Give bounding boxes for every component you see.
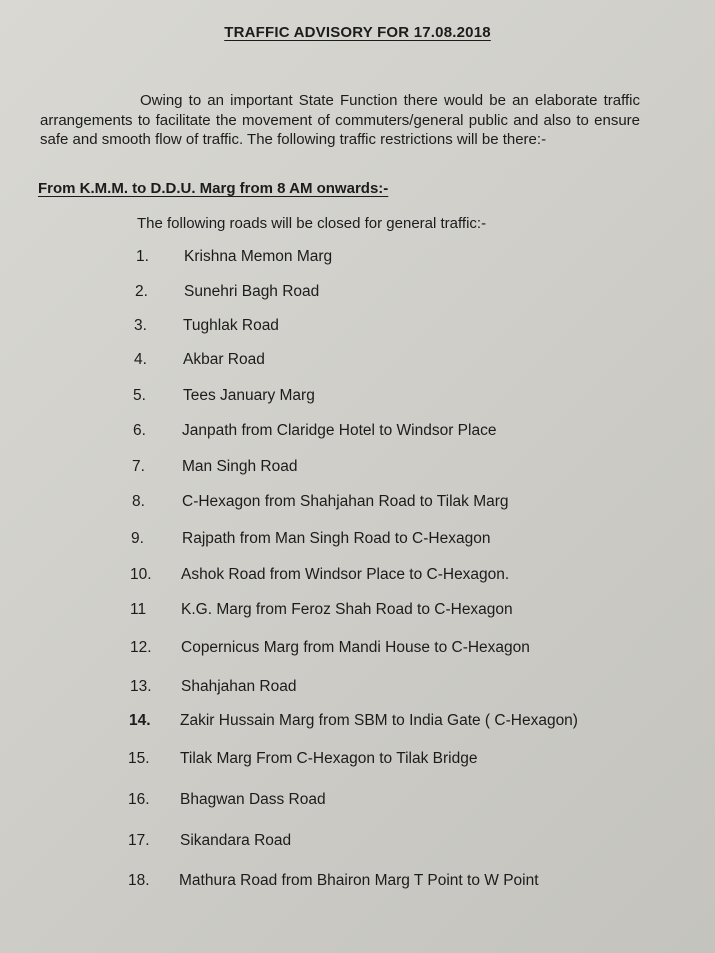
road-item-number: 14.: [129, 712, 151, 729]
road-item-number: 12.: [130, 639, 152, 656]
road-item-number: 6.: [133, 422, 146, 439]
road-item-name: Bhagwan Dass Road: [180, 791, 326, 808]
road-item-number: 16.: [128, 791, 150, 808]
road-item-number: 15.: [128, 750, 150, 767]
intro-paragraph: Owing to an important State Function there would be an elaborate traffic arrangements to facilitate the movement of commuters/general public and also to ensure safe and smooth flow of traffic. The following traffic restrictions will be there:-: [40, 92, 640, 148]
page-title-text: TRAFFIC ADVISORY FOR 17.08.2018: [224, 24, 491, 41]
road-item-name: Janpath from Claridge Hotel to Windsor Place: [182, 422, 497, 439]
road-item-name: Sikandara Road: [180, 832, 292, 849]
road-item-name: Krishna Memon Marg: [184, 248, 333, 265]
section-heading: From K.M.M. to D.D.U. Marg from 8 AM onwards:-: [38, 180, 389, 197]
road-item-name: Ashok Road from Windsor Place to C-Hexagon.: [181, 566, 510, 583]
road-item-number: 13.: [130, 678, 152, 695]
road-item-name: Tughlak Road: [183, 317, 279, 334]
road-item-number: 10.: [130, 566, 152, 583]
road-item-number: 3.: [134, 317, 147, 334]
road-item-name: Tees January Marg: [183, 387, 315, 404]
road-item-name: Mathura Road from Bhairon Marg T Point to W Point: [179, 872, 539, 889]
road-item-name: Tilak Marg From C-Hexagon to Tilak Bridge: [180, 750, 478, 767]
road-item-name: Sunehri Bagh Road: [184, 283, 320, 300]
closure-lead-text: The following roads will be closed for general traffic:-: [137, 215, 487, 232]
road-item-name: C-Hexagon from Shahjahan Road to Tilak Marg: [182, 493, 509, 510]
road-item-number: 11: [130, 601, 147, 618]
road-item-name: Man Singh Road: [182, 458, 298, 475]
road-item-name: Akbar Road: [183, 351, 265, 368]
road-item-number: 1.: [136, 248, 149, 265]
road-item-name: K.G. Marg from Feroz Shah Road to C-Hexagon: [181, 601, 513, 618]
road-item-number: 18.: [128, 872, 150, 889]
road-item-number: 17.: [128, 832, 150, 849]
road-item-number: 2.: [135, 283, 148, 300]
road-item-number: 9.: [131, 530, 144, 547]
road-item-name: Shahjahan Road: [181, 678, 297, 695]
road-item-name: Zakir Hussain Marg from SBM to India Gate ( C-Hexagon): [180, 712, 578, 729]
road-item-number: 7.: [132, 458, 145, 475]
road-item-name: Copernicus Marg from Mandi House to C-Hexagon: [181, 639, 530, 656]
road-item-name: Rajpath from Man Singh Road to C-Hexagon: [182, 530, 491, 547]
road-item-number: 5.: [133, 387, 146, 404]
road-item-number: 4.: [134, 351, 147, 368]
road-item-number: 8.: [132, 493, 145, 510]
